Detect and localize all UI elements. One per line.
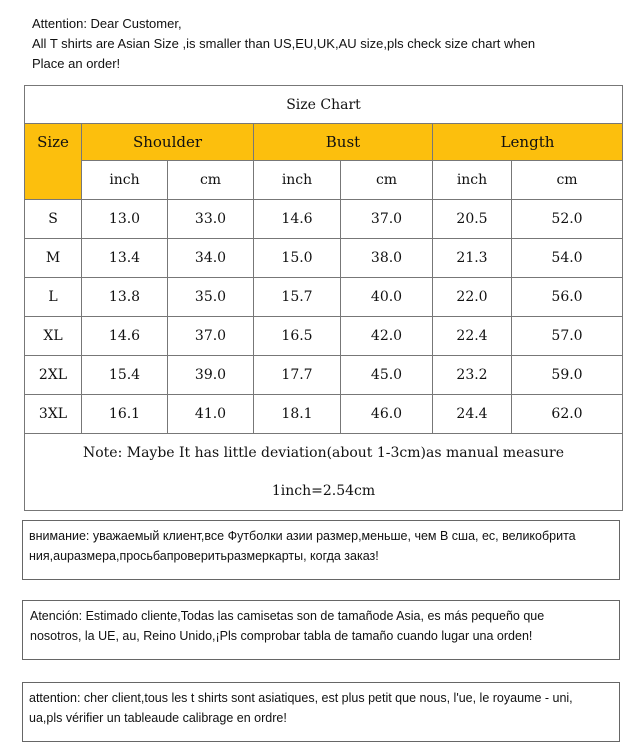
table-cell: 21.3: [433, 239, 512, 278]
table-cell: 37.0: [168, 317, 254, 356]
intro-line-2: All T shirts are Asian Size ,is smaller than US,EU,UK,AU size,pls check size chart when: [32, 36, 536, 51]
table-cell: 57.0: [512, 317, 623, 356]
size-cell: S: [25, 200, 82, 239]
french-notice: [22, 682, 620, 742]
size-cell: 3XL: [25, 395, 82, 434]
table-cell: 46.0: [341, 395, 433, 434]
unit-header: inch: [82, 161, 168, 200]
table-row: [25, 395, 623, 434]
russian-notice-line-1: внимание: уважаемый клиент,все Футболки азии размер,меньше, чем В сша, ес, великобрита: [29, 529, 576, 543]
table-cell: 15.7: [254, 278, 341, 317]
french-notice-line-1: attention: cher client,tous les t shirts sont asiatiques, est plus petit que nous, l'ue, le royaume - uni,: [29, 691, 573, 705]
table-cell: 52.0: [512, 200, 623, 239]
size-cell: M: [25, 239, 82, 278]
measurement-note: Note: Maybe It has little deviation(about 1-3cm)as manual measure: [25, 434, 623, 473]
unit-conversion-note: 1inch=2.54cm: [25, 472, 623, 511]
table-cell: 42.0: [341, 317, 433, 356]
table-cell: 40.0: [341, 278, 433, 317]
table-cell: 13.0: [82, 200, 168, 239]
table-cell: 17.7: [254, 356, 341, 395]
table-cell: 24.4: [433, 395, 512, 434]
intro-line-1: Attention: Dear Customer,: [32, 16, 182, 31]
bust-header: Bust: [254, 124, 433, 161]
table-row: [25, 200, 623, 239]
table-cell: 56.0: [512, 278, 623, 317]
table-cell: 16.1: [82, 395, 168, 434]
size-cell: L: [25, 278, 82, 317]
table-row: [25, 356, 623, 395]
size-column-header: Size: [25, 124, 82, 200]
size-cell: XL: [25, 317, 82, 356]
spanish-notice-line-1: Atención: Estimado cliente,Todas las camisetas son de tamañode Asia, es más pequeño que: [30, 609, 545, 623]
table-cell: 16.5: [254, 317, 341, 356]
intro-line-3: Place an order!: [32, 56, 121, 71]
table-cell: 54.0: [512, 239, 623, 278]
table-cell: 41.0: [168, 395, 254, 434]
table-cell: 14.6: [254, 200, 341, 239]
table-row: [25, 278, 623, 317]
size-chart-title: Size Chart: [25, 86, 623, 124]
table-cell: 45.0: [341, 356, 433, 395]
length-header: Length: [433, 124, 623, 161]
spanish-notice: [22, 600, 620, 660]
french-notice-line-2: ua,pls vérifier un tableaude calibrage en ordre!: [29, 711, 287, 725]
unit-header: cm: [168, 161, 254, 200]
russian-notice-line-2: ния,аuразмера,просьбапроверитьразмеркарты, когда заказ!: [29, 549, 379, 563]
table-cell: 33.0: [168, 200, 254, 239]
table-cell: 59.0: [512, 356, 623, 395]
table-cell: 13.4: [82, 239, 168, 278]
table-cell: 13.8: [82, 278, 168, 317]
table-row: [25, 239, 623, 278]
table-cell: 22.0: [433, 278, 512, 317]
unit-header: cm: [512, 161, 623, 200]
unit-header: cm: [341, 161, 433, 200]
table-cell: 20.5: [433, 200, 512, 239]
russian-notice: [22, 520, 620, 580]
table-cell: 18.1: [254, 395, 341, 434]
table-cell: 14.6: [82, 317, 168, 356]
size-chart-table: [24, 85, 623, 511]
table-cell: 38.0: [341, 239, 433, 278]
table-cell: 15.0: [254, 239, 341, 278]
table-cell: 62.0: [512, 395, 623, 434]
table-row: [25, 317, 623, 356]
shoulder-header: Shoulder: [82, 124, 254, 161]
size-cell: 2XL: [25, 356, 82, 395]
intro-notice: [32, 14, 622, 74]
unit-header: inch: [433, 161, 512, 200]
table-cell: 15.4: [82, 356, 168, 395]
table-cell: 35.0: [168, 278, 254, 317]
table-cell: 39.0: [168, 356, 254, 395]
table-cell: 22.4: [433, 317, 512, 356]
table-cell: 37.0: [341, 200, 433, 239]
unit-header: inch: [254, 161, 341, 200]
table-cell: 34.0: [168, 239, 254, 278]
table-cell: 23.2: [433, 356, 512, 395]
spanish-notice-line-2: nosotros, la UE, au, Reino Unido,¡Pls comprobar tabla de tamaño cuando lugar una orden!: [30, 629, 533, 643]
